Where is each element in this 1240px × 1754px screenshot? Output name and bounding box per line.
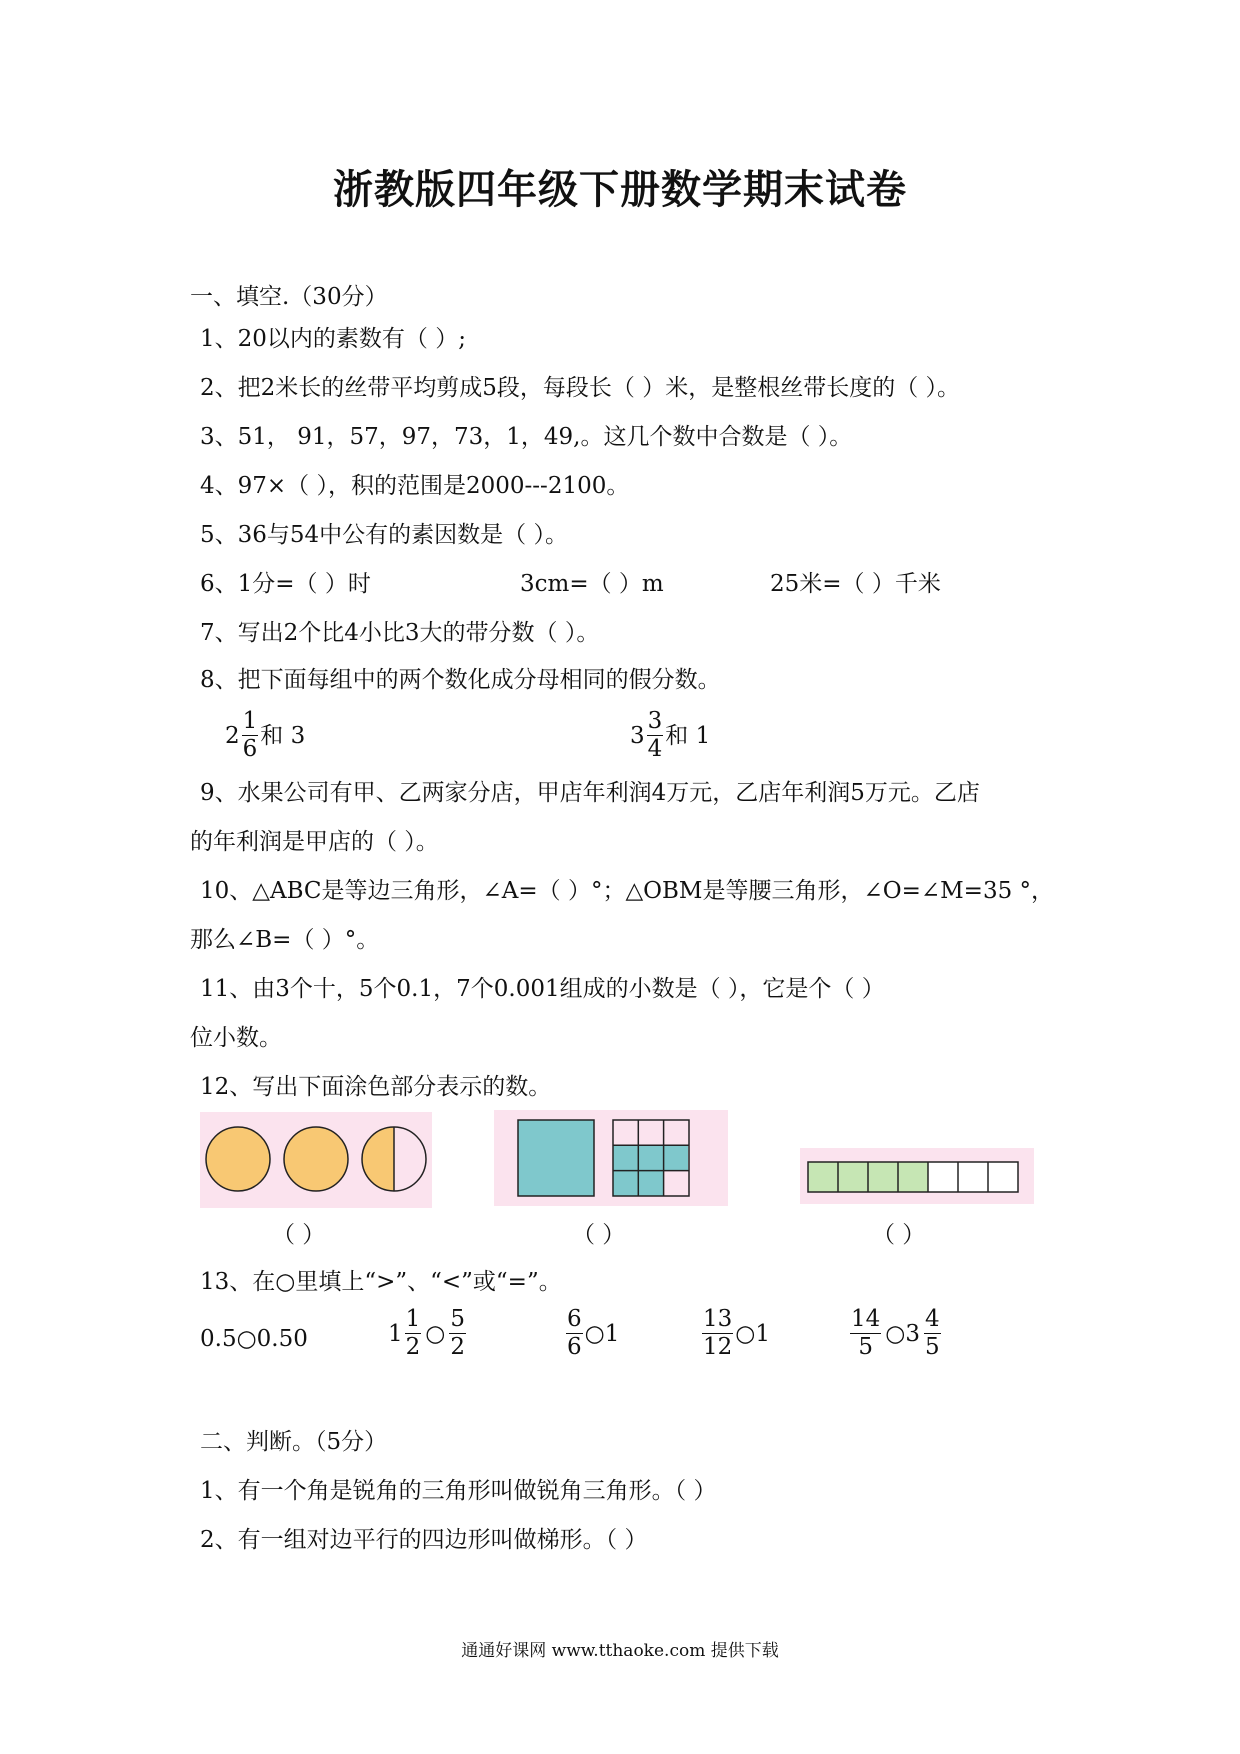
section1-heading: 一、填空.（30分） — [190, 284, 388, 310]
numerator: 14 — [851, 1306, 881, 1332]
denominator: 6 — [567, 1334, 582, 1360]
question-9-line1: 9、水果公司有甲、乙两家分店，甲店年利润4万元，乙店年利润5万元。乙店 — [200, 780, 980, 806]
compare-item-a: 0.5○0.50 — [200, 1326, 308, 1352]
question-11-line1: 11、由3个十，5个0.1，7个0.001组成的小数是（ ），它是个（ ） — [200, 976, 885, 1002]
denominator: 4 — [647, 736, 663, 762]
question-1: 1、20以内的素数有（ ）; — [200, 326, 466, 352]
shaded-circle — [206, 1127, 270, 1191]
fraction-pair-rest: 和 1 — [665, 722, 711, 749]
question-8-item-b — [630, 710, 710, 761]
question-13: 13、在○里填上“>”、“<”或“=”。 — [200, 1269, 562, 1295]
fraction — [702, 1308, 733, 1359]
question-6-time: 6、1分=（ ）时 — [200, 571, 371, 597]
question-12: 12、写出下面涂色部分表示的数。 — [200, 1074, 552, 1100]
mixed-whole: 2 — [225, 722, 240, 749]
denominator: 2 — [405, 1334, 421, 1360]
numerator: 4 — [924, 1306, 940, 1332]
fraction — [924, 1308, 941, 1359]
mixed-whole: 3 — [630, 722, 645, 749]
shaded-square — [518, 1120, 594, 1196]
unshaded-strip-cells — [928, 1162, 1018, 1192]
numerator: 1 — [405, 1306, 421, 1332]
fraction-pair-rest: 和 3 — [260, 722, 306, 749]
compare-circle: ○3 — [885, 1320, 920, 1347]
judge-question-2: 2、有一组对边平行的四边形叫做梯形。（ ） — [200, 1527, 648, 1553]
mixed-whole: 1 — [388, 1320, 403, 1347]
question-7: 7、写出2个比4小比3大的带分数（ ）。 — [200, 620, 600, 646]
question-6-length: 3cm=（ ）m — [520, 571, 664, 597]
question-8-item-a — [225, 710, 305, 761]
question-2: 2、把2米长的丝带平均剪成5段，每段长（ ）米，是整根丝带长度的（ ）。 — [200, 375, 961, 401]
page-title: 浙教版四年级下册数学期末试卷 — [333, 167, 907, 213]
compare-item-c — [564, 1308, 619, 1359]
question-11-line2: 位小数。 — [190, 1025, 282, 1051]
shaded-circle — [284, 1127, 348, 1191]
denominator: 5 — [924, 1334, 940, 1360]
question-10-line2: 那么∠B=（ ）°。 — [190, 927, 380, 953]
compare-item-d — [700, 1308, 770, 1359]
numerator: 1 — [242, 708, 258, 734]
denominator: 5 — [858, 1334, 873, 1360]
denominator: 6 — [242, 736, 258, 762]
numerator: 13 — [703, 1306, 733, 1332]
question-3: 3、51， 91，57，97，73，1，49,。这几个数中合数是（ ）。 — [200, 424, 853, 450]
question-4: 4、97×（ ），积的范围是2000---2100。 — [200, 473, 630, 499]
denominator: 2 — [450, 1334, 465, 1360]
question-6-distance: 25米=（ ）千米 — [770, 571, 941, 597]
figure-1-answer-blank: （ ） — [272, 1222, 326, 1248]
question-8: 8、把下面每组中的两个数化成分母相同的假分数。 — [200, 667, 721, 693]
footer-source: 通通好课网 www.tthaoke.com 提供下载 — [461, 1641, 779, 1661]
shaded-grid-cell — [613, 1146, 638, 1171]
fraction — [449, 1308, 466, 1359]
figure-squares — [494, 1110, 728, 1206]
fraction — [850, 1308, 881, 1359]
compare-rest: ○1 — [584, 1320, 620, 1347]
figure-circles — [200, 1112, 432, 1208]
compare-item-b — [388, 1308, 468, 1359]
compare-item-e — [848, 1308, 943, 1359]
fraction — [647, 710, 664, 761]
compare-circle: ○ — [425, 1320, 446, 1347]
denominator: 12 — [703, 1334, 733, 1360]
numerator: 6 — [567, 1306, 582, 1332]
fraction — [405, 1308, 422, 1359]
figure-strip — [800, 1148, 1034, 1204]
figure-2-answer-blank: （ ） — [572, 1222, 626, 1248]
numerator: 3 — [647, 708, 663, 734]
judge-question-1: 1、有一个角是锐角的三角形叫做锐角三角形。（ ） — [200, 1478, 717, 1504]
question-9-line2: 的年利润是甲店的（ ）。 — [190, 829, 439, 855]
question-5: 5、36与54中公有的素因数是（ ）。 — [200, 522, 568, 548]
section2-heading: 二、判断。（5分） — [200, 1429, 388, 1455]
fraction — [566, 1308, 583, 1359]
numerator: 5 — [450, 1306, 465, 1332]
question-10-line1: 10、△ABC是等边三角形，∠A=（ ）°；△OBM是等腰三角形，∠O=∠M=35 °， — [200, 878, 1055, 904]
compare-rest: ○1 — [735, 1320, 770, 1347]
figure-3-answer-blank: （ ） — [872, 1222, 926, 1248]
fraction — [242, 710, 259, 761]
